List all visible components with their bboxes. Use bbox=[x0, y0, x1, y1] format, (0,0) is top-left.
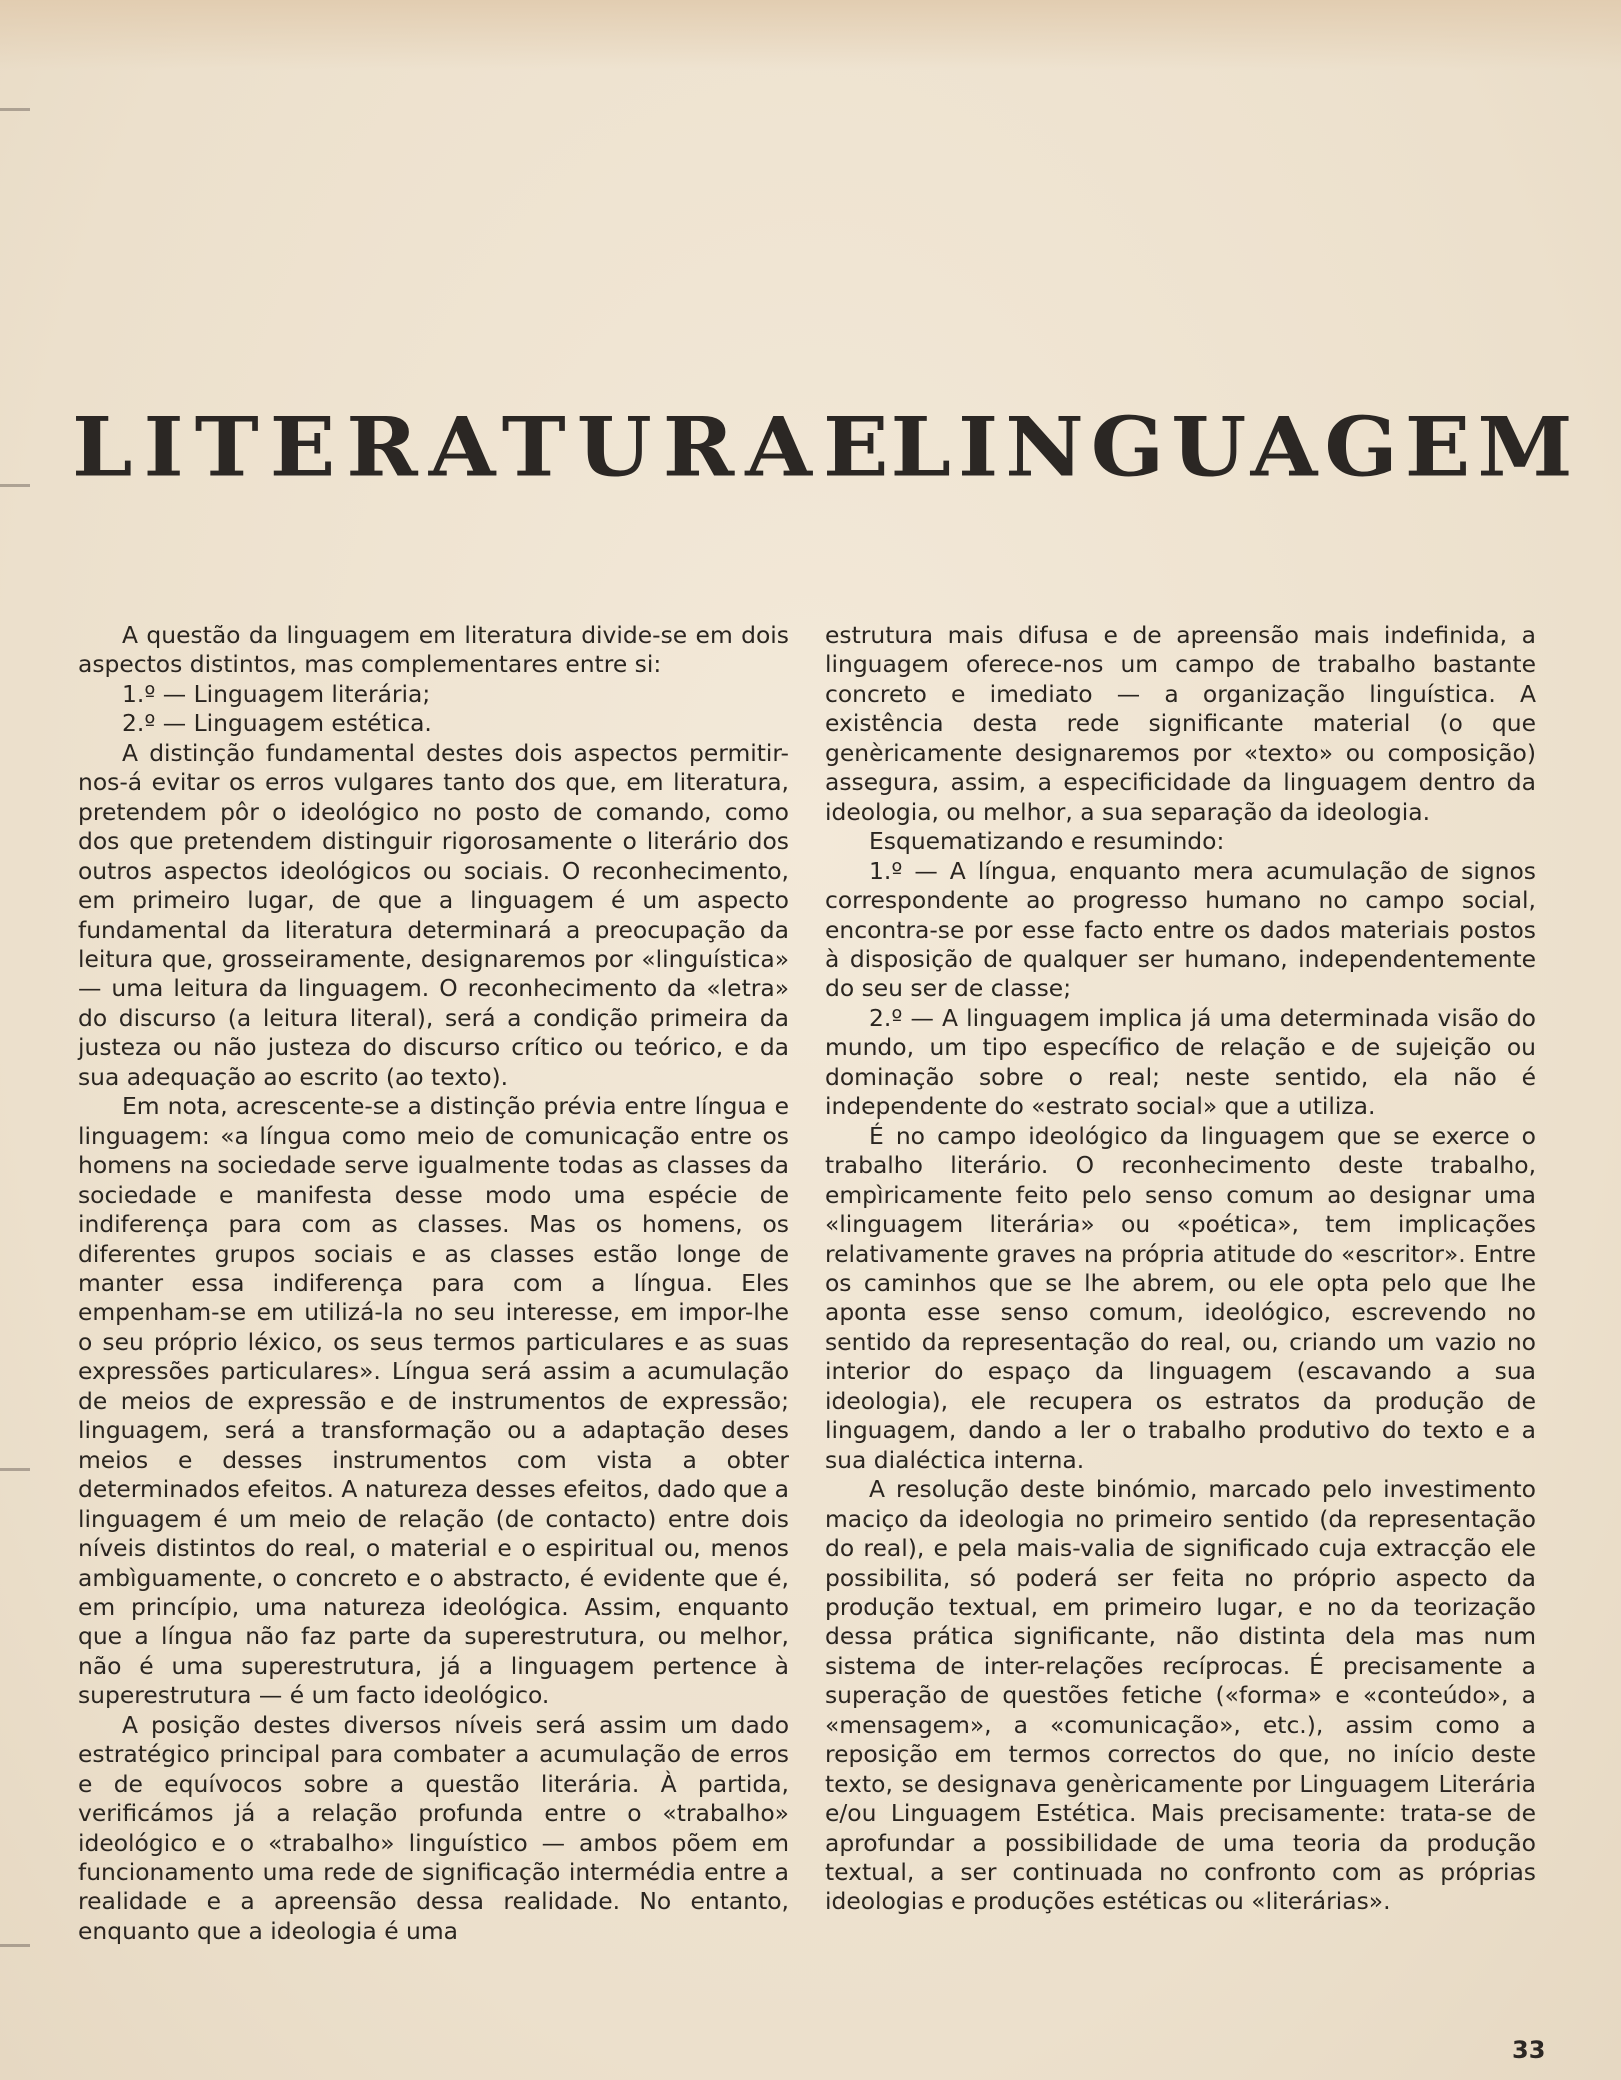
article-title bbox=[72, 399, 1580, 496]
list-item: 2.º — A linguagem implica já uma determinada visão do mundo, um tipo específico de relação e de sujeição ou dominação sobre o real; neste sentido, ela não é independente do «estrato social» que a utiliza. bbox=[825, 1003, 1536, 1121]
paragraph: A posição destes diversos níveis será assim um dado estratégico principal para combater a acumulação de erros e de equívocos sobre a questão literária. À partida, verificámos já a relação profunda entre o «trabalho» ideológico e o «trabalho» linguístico — ambos põem em funcionamento uma rede de significação intermédia entre a realidade e a apreensão dessa realidade. No entanto, enquanto que a ideologia é uma bbox=[78, 1710, 789, 1945]
margin-mark bbox=[0, 484, 30, 487]
list-item: 1.º — A língua, enquanto mera acumulação de signos correspondente ao progresso humano no campo social, encontra-se por esse facto entre os dados materiais postos à disposição de qualquer ser humano, independentemente do seu ser de classe; bbox=[825, 856, 1536, 1003]
paragraph: Esquematizando e resumindo: bbox=[869, 827, 1225, 856]
paragraph: Em nota, acrescente-se a distinção prévia entre língua e linguagem: «a língua como meio de comunicação entre os homens na sociedade serve igualmente todas as classes da sociedade e manifesta desse modo uma espécie de indiferença para com as classes. Mas os homens, os diferentes grupos sociais e as classes estão longe de manter essa indiferença para com a língua. Eles empenham-se em utilizá-la no seu interesse, em impor-lhe o seu próprio léxico, os seus termos particulares e as suas expressões particulares». Língua será assim a acumulação de meios de expressão e de instrumentos de expressão; linguagem, será a transformação ou a adaptação deses meios e desses instrumentos com vista a obter determinados efeitos. A natureza desses efeitos, dado que a linguagem é um meio de relação (de contacto) entre dois níveis distintos do real, o material e o espiritual ou, menos ambìguamente, o concreto e o abstracto, é evidente que é, em princípio, uma natureza ideológica. Assim, enquanto que a língua não faz parte da superestrutura, ou melhor, não é uma superestrutura, já a linguagem pertence à superestrutura — é um facto ideológico. bbox=[78, 1092, 789, 1710]
margin-mark bbox=[0, 1468, 30, 1471]
paragraph: É no campo ideológico da linguagem que se exerce o trabalho literário. O reconhecimento deste trabalho, empìricamente feito pelo senso comum ao designar uma «linguagem literária» ou «poética», tem implicações relativamente graves na própria atitude do «escritor». Entre os caminhos que se lhe abrem, ou ele opta pelo que lhe aponta esse senso comum, ideológico, escrevendo no sentido da representação do real, ou, criando um vazio no interior do espaço da linguagem (escavando a sua ideologia), ele recupera os estratos da produção de linguagem, dando a ler o trabalho produtivo do texto e a sua dialéctica interna. bbox=[825, 1121, 1536, 1474]
paragraph: estrutura mais difusa e de apreensão mais indefinida, a linguagem oferece-nos um campo de trabalho bastante concreto e imediato — a organização linguística. A existência desta rede significante material (o que genèricamente designaremos por «texto» ou composição) assegura, assim, a especificidade da linguagem dentro da ideologia, ou melhor, a sua separação da ideologia. bbox=[825, 621, 1536, 826]
right-text-column bbox=[825, 621, 1536, 2041]
page-number: 33 bbox=[1512, 2036, 1546, 2064]
margin-mark bbox=[0, 108, 30, 111]
list-item: 2.º — Linguagem estética. bbox=[122, 709, 432, 738]
page-edge-shade bbox=[0, 0, 1621, 70]
title-word-literatura: LITERATURA bbox=[72, 399, 823, 496]
title-word-e: E bbox=[822, 399, 891, 496]
paragraph: A distinção fundamental destes dois aspectos permitir-nos-á evitar os erros vulgares tanto dos que, em literatura, pretendem pôr o ideológico no posto de comando, como dos que pretendem distinguir rigorosamente o literário dos outros aspectos ideológicos ou sociais. O reconhecimento, em primeiro lugar, de que a linguagem é um aspecto fundamental da literatura determinará a preocupação da leitura que, grosseiramente, designaremos por «linguística» — uma leitura da linguagem. O reconhecimento da «letra» do discurso (a leitura literal), será a condição primeira da justeza ou não justeza do discurso crítico ou teórico, e da sua adequação ao escrito (ao texto). bbox=[78, 738, 789, 1091]
left-text-column bbox=[78, 621, 789, 2041]
list-item: 1.º — Linguagem literária; bbox=[122, 679, 431, 708]
paragraph: A questão da linguagem em literatura divide-se em dois aspectos distintos, mas complementares entre si: bbox=[78, 621, 789, 679]
paragraph: A resolução deste binómio, marcado pelo investimento maciço da ideologia no primeiro sentido (da representação do real), e pela mais-valia de significado cuja extracção ele possibilita, só poderá ser feita no próprio aspecto da produção textual, em primeiro lugar, e no da teorização dessa prática significante, não distinta dela mas num sistema de inter-relações recíprocas. É precisamente a superação de questões fetiche («forma» e «conteúdo», a «mensagem», a «comunicação», etc.), assim como a reposição em termos correctos do que, no início deste texto, se designava genèricamente por Linguagem Literária e/ou Linguagem Estética. Mais precisamente: trata-se de aprofundar a possibilidade de uma teoria da produção textual, a ser continuada no confronto com as próprias ideologias e produções estéticas ou «literárias». bbox=[825, 1475, 1536, 1916]
margin-mark bbox=[0, 1944, 30, 1947]
title-word-linguagem: LINGUAGEM bbox=[890, 399, 1580, 496]
